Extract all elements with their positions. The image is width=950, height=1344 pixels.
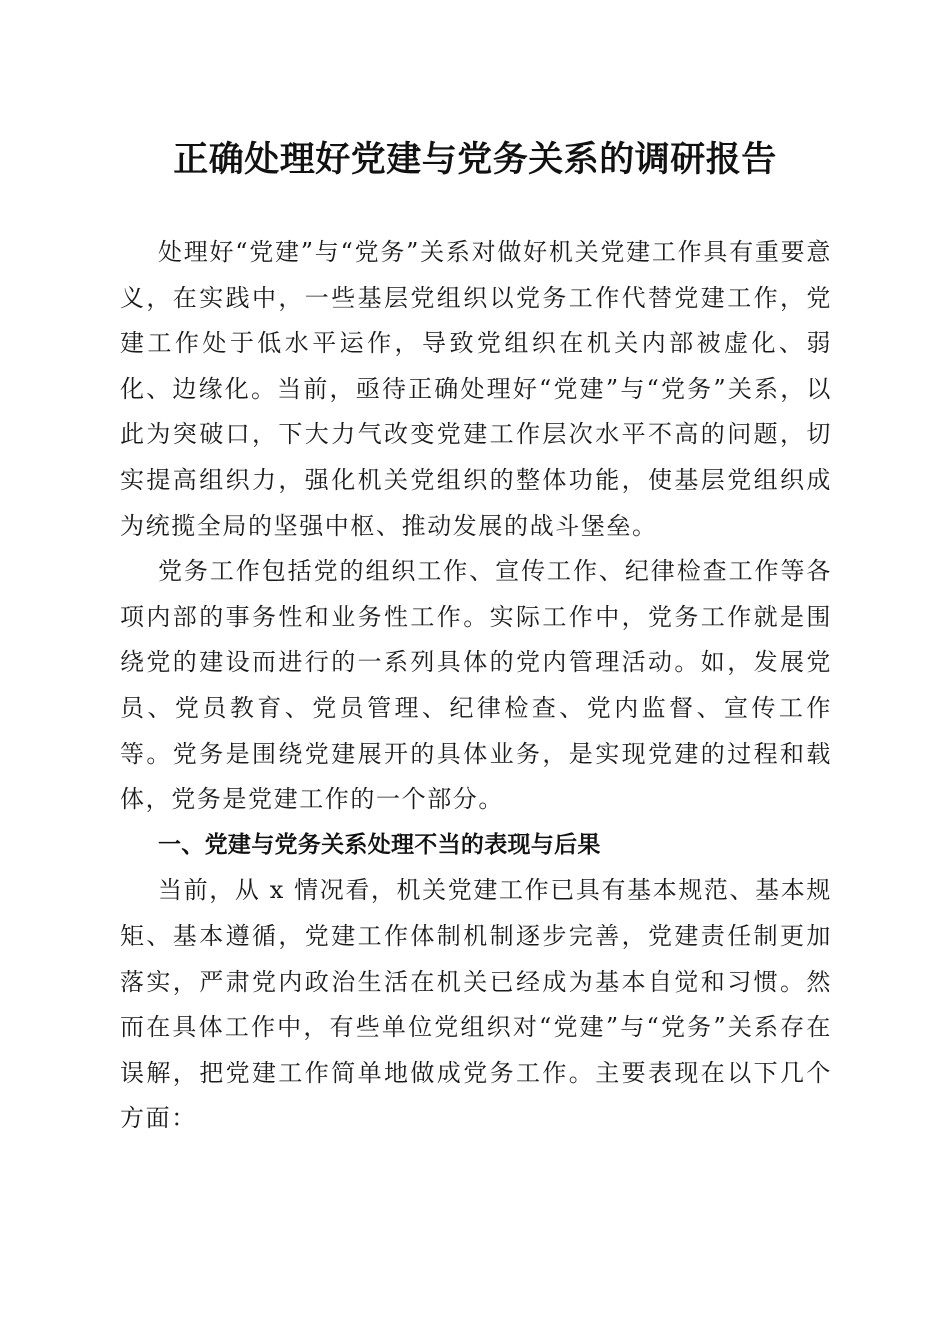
section-heading: 一、党建与党务关系处理不当的表现与后果	[158, 831, 601, 858]
body-paragraph-1: 处理好“党建”与“党务”关系对做好机关党建工作具有重要意义，在实践中，一些基层党组织以党务工作代替党建工作，党建工作处于低水平运作，导致党组织在机关内部被虚化、弱化、边缘化。当前，亟待正确处理好“党建”与“党务”关系，以此为突破口，下大力气改变党建工作层次水平不高的问题，切实提高组织力，强化机关党组织的整体功能，使基层党组织成为统揽全局的坚强中枢、推动发展的战斗堡垒。	[120, 238, 832, 540]
document-body	[120, 230, 832, 1142]
section-paragraph: 当前，从 x 情况看，机关党建工作已具有基本规范、基本规矩、基本遵循，党建工作体制机制逐步完善，党建责任制更加落实，严肃党内政治生活在机关已经成为基本自觉和习惯。然而在具体工作中，有些单位党组织对“党建”与“党务”关系存在误解，把党建工作简单地做成党务工作。主要表现在以下几个方面：	[120, 876, 832, 1133]
body-paragraph-2: 党务工作包括党的组织工作、宣传工作、纪律检查工作等各项内部的事务性和业务性工作。实际工作中，党务工作就是围绕党的建设而进行的一系列具体的党内管理活动。如，发展党员、党员教育、党员管理、纪律检查、党内监督、宣传工作等。党务是围绕党建展开的具体业务，是实现党建的过程和载体，党务是党建工作的一个部分。	[120, 557, 832, 814]
document-title: 正确处理好党建与党务关系的调研报告	[173, 139, 777, 180]
